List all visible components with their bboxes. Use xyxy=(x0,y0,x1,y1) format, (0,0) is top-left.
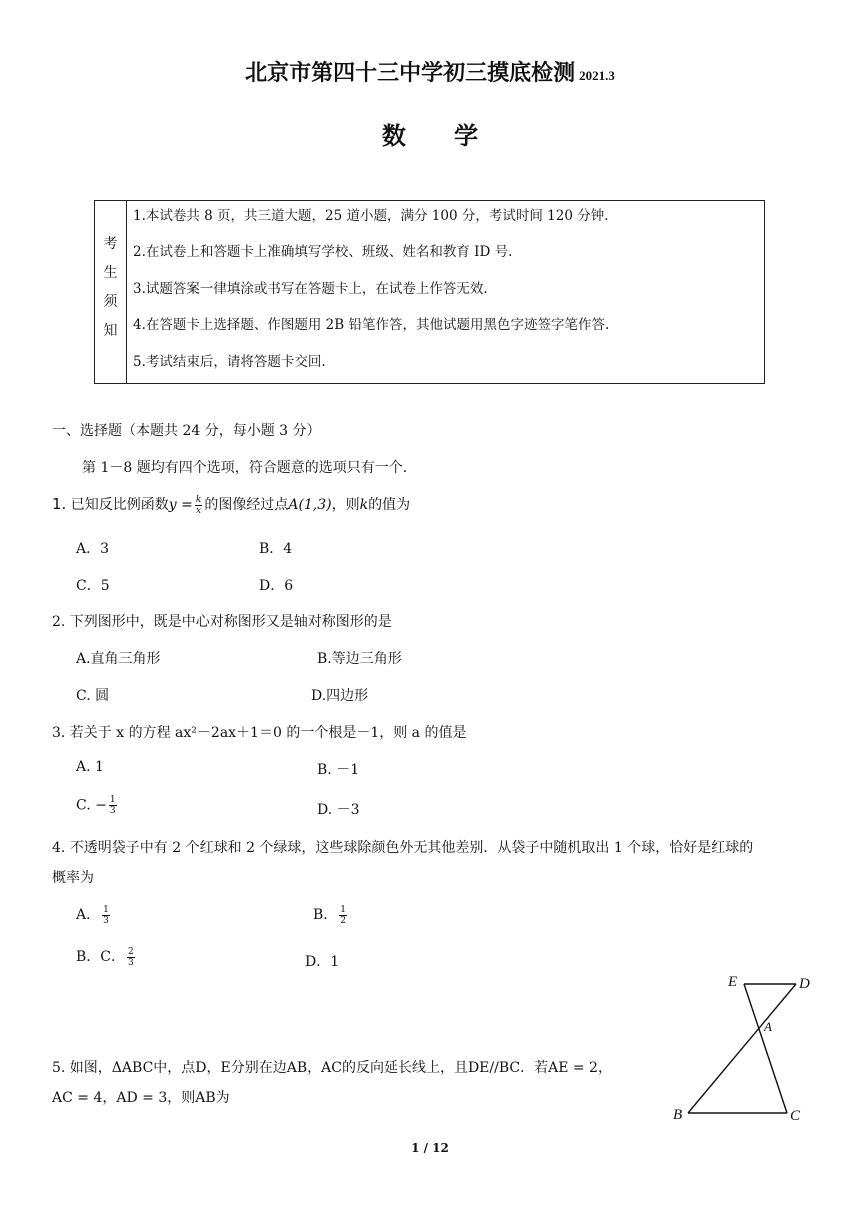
fraction-numerator: 2 xyxy=(128,946,134,957)
q1-option-d: D．6 xyxy=(259,578,294,594)
fraction-numerator: k xyxy=(195,494,202,505)
q3-option-c xyxy=(76,795,119,816)
notice-item: 3.试题答案一律填涂或书写在答题卡上，在试卷上作答无效. xyxy=(133,281,488,297)
q1-text-post: ，则 xyxy=(331,497,360,513)
q1-text-end: 的值为 xyxy=(368,497,411,513)
notice-side-char: 考 xyxy=(103,236,118,252)
q4-option-a xyxy=(76,904,112,926)
q1-point: A(1,3) xyxy=(288,497,332,513)
fraction-numerator: 1 xyxy=(103,904,109,915)
fraction-numerator: 1 xyxy=(340,904,347,915)
q2-option-a: A.直角三角形 xyxy=(76,651,161,667)
q2-option-d: D.四边形 xyxy=(311,688,369,704)
q3-option-c-prefix: C. − xyxy=(76,797,107,814)
question-4-line-2: 概率为 xyxy=(52,870,94,886)
q4-option-d: D．1 xyxy=(305,954,340,970)
q4-option-a-prefix: A． xyxy=(76,907,101,923)
q3-option-b: B. －1 xyxy=(317,762,360,778)
exam-date: 2021.3 xyxy=(579,68,615,83)
fraction-denominator: 3 xyxy=(103,915,109,926)
triangle-figure xyxy=(664,966,824,1126)
q1-text-mid: 的图像经过点 xyxy=(204,497,289,513)
q1-option-a: A．3 xyxy=(76,541,110,557)
q4-option-c-fraction xyxy=(127,947,135,968)
q2-option-b: B.等边三角形 xyxy=(317,651,402,667)
fraction-denominator: x xyxy=(196,505,202,516)
q4-option-b-fraction xyxy=(339,905,347,926)
q4-option-c-prefix: B．C． xyxy=(76,949,125,965)
subject-title: 数 学 xyxy=(381,122,479,150)
question-5-line-2: AC = 4，AD = 3，则AB为 xyxy=(52,1090,230,1106)
section-instruction: 第 1－8 题均有四个选项，符合题意的选项只有一个. xyxy=(82,460,408,476)
question-3: 3. 若关于 x 的方程 ax²－2ax＋1＝0 的一个根是－1，则 a 的值是 xyxy=(52,725,467,741)
exam-title-text: 北京市第四十三中学初三摸底检测 xyxy=(245,61,576,86)
q3-option-d: D. －3 xyxy=(317,802,360,818)
q1-option-c: C．5 xyxy=(76,578,110,594)
label-b: B xyxy=(673,1107,683,1123)
q2-option-c: C. 圆 xyxy=(76,688,110,704)
page-number: 1 / 12 xyxy=(411,1141,449,1155)
fraction-denominator: 2 xyxy=(340,915,347,926)
q4-option-b xyxy=(313,904,349,926)
fraction-denominator: 3 xyxy=(128,957,134,968)
notice-side-char: 知 xyxy=(103,323,118,339)
question-2: 2. 下列图形中，既是中心对称图形又是轴对称图形的是 xyxy=(52,614,392,630)
q1-option-b: B．4 xyxy=(259,541,293,557)
exam-title xyxy=(0,56,860,87)
notice-item: 4.在答题卡上选择题、作图题用 2B 铅笔作答，其他试题用黑色字迹签字笔作答. xyxy=(133,317,610,333)
fraction-numerator: 1 xyxy=(109,795,116,805)
q1-func-y: y = xyxy=(168,497,193,513)
label-a: A xyxy=(764,1019,772,1034)
q1-fraction xyxy=(195,495,202,516)
q4-option-a-fraction xyxy=(102,905,110,926)
q4-option-c xyxy=(76,946,137,968)
segment-db xyxy=(688,984,796,1113)
notice-item: 5.考试结束后，请将答题卡交回. xyxy=(133,354,326,370)
notice-side-char: 须 xyxy=(103,294,118,310)
question-number: 1. xyxy=(52,495,67,513)
q3-option-a: A. 1 xyxy=(76,759,104,775)
q3-option-c-fraction xyxy=(109,795,117,816)
q1-text-pre: 已知反比例函数 xyxy=(70,497,169,513)
section-heading: 一、选择题（本题共 24 分，每小题 3 分） xyxy=(52,423,321,439)
label-c: C xyxy=(790,1108,801,1124)
notice-side-char: 生 xyxy=(103,265,118,281)
notice-item: 1.本试卷共 8 页，共三道大题，25 道小题，满分 100 分，考试时间 120 分钟. xyxy=(133,208,609,224)
question-5-line-1: 5. 如图，ΔABC中，点D，E分别在边AB，AC的反向延长线上，且DE//BC．若AE = 2， xyxy=(52,1060,612,1076)
fraction-denominator: 3 xyxy=(109,806,116,816)
question-4-line-1: 4. 不透明袋子中有 2 个红球和 2 个绿球，这些球除颜色外无其他差别．从袋子中随机取出 1 个球，恰好是红球的 xyxy=(52,840,754,856)
q4-option-b-prefix: B． xyxy=(313,907,338,923)
candidate-notice-box xyxy=(94,200,765,384)
label-e: E xyxy=(728,974,738,990)
question-1 xyxy=(52,494,410,516)
notice-side-label xyxy=(95,201,127,383)
notice-item: 2.在试卷上和答题卡上准确填写学校、班级、姓名和教育 ID 号. xyxy=(133,244,513,260)
q1-var: k xyxy=(359,497,369,513)
label-d: D xyxy=(799,976,810,992)
